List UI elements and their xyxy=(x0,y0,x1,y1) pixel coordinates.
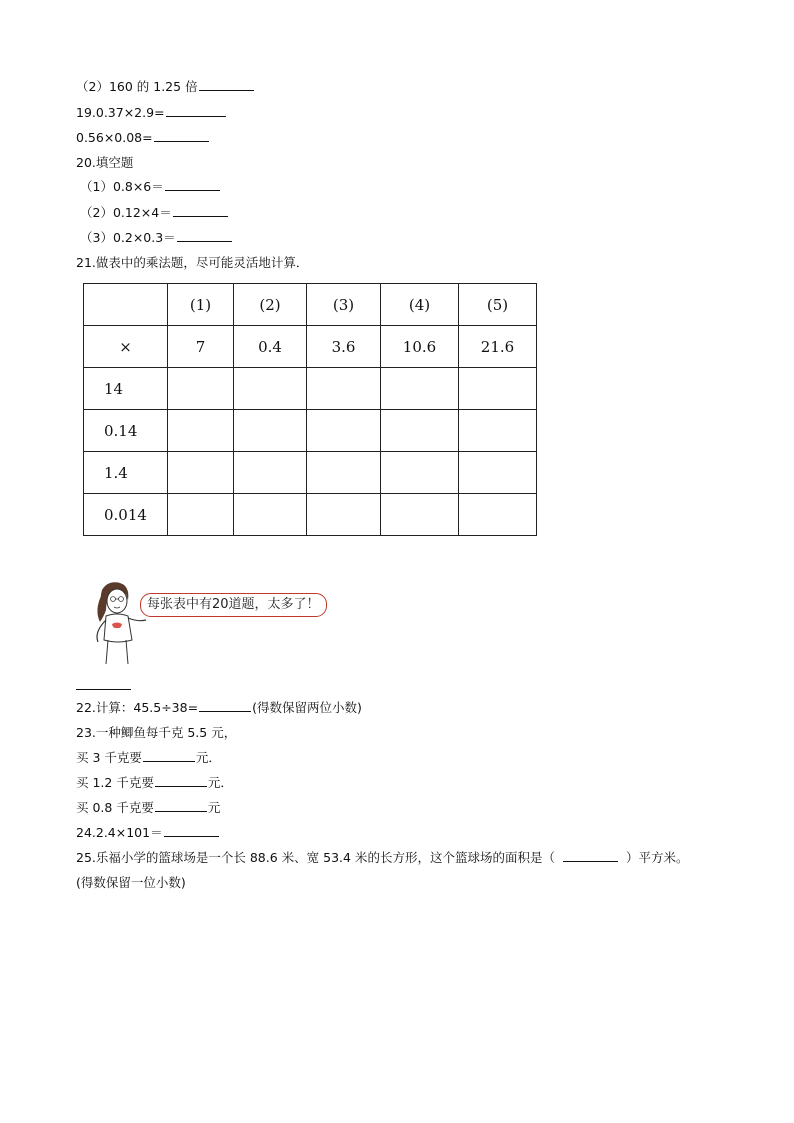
answer-cell[interactable] xyxy=(234,452,307,494)
q25-line xyxy=(76,849,688,867)
q25-unit: ）平方米。 xyxy=(625,850,689,865)
multiply-sign-cell: × xyxy=(84,326,168,368)
table-header-cell: (1) xyxy=(168,284,234,326)
answer-cell[interactable] xyxy=(307,410,381,452)
q21-title-text: 21.做表中的乘法题，尽可能灵活地计算． xyxy=(76,255,309,270)
girl-illustration xyxy=(88,580,148,665)
q23-title-text: 23.一种鲫鱼每千克 5.5 元， xyxy=(76,725,237,740)
table-header-cell: (5) xyxy=(459,284,537,326)
q23-b-unit: 元． xyxy=(207,775,233,790)
speech-bubble xyxy=(140,593,327,617)
answer-blank[interactable] xyxy=(563,849,618,862)
table-row xyxy=(84,410,537,452)
answer-cell[interactable] xyxy=(459,494,537,536)
answer-cell[interactable] xyxy=(459,368,537,410)
table-header-cell: (2) xyxy=(234,284,307,326)
q20-title-text: 20.填空题 xyxy=(76,155,134,170)
q23-b-line xyxy=(76,774,233,792)
q23-a-line xyxy=(76,749,221,767)
q20-title xyxy=(76,154,133,172)
q23-b-text: 买 1.2 千克要 xyxy=(76,775,154,790)
answer-cell[interactable] xyxy=(168,368,234,410)
answer-cell[interactable] xyxy=(381,494,459,536)
answer-blank[interactable] xyxy=(173,204,228,217)
q19-text-2: 0.56×0.08= xyxy=(76,130,153,145)
q22-text: 22.计算：45.5÷38= xyxy=(76,700,199,715)
factor-cell: 0.4 xyxy=(234,326,307,368)
row-label-cell: 0.014 xyxy=(84,494,168,536)
row-label-cell: 0.14 xyxy=(84,410,168,452)
q23-a-text: 买 3 千克要 xyxy=(76,750,142,765)
answer-cell[interactable] xyxy=(459,452,537,494)
q19-text-1: 19.0.37×2.9= xyxy=(76,105,165,120)
q19-line2 xyxy=(76,129,210,147)
q23-c-text: 买 0.8 千克要 xyxy=(76,800,154,815)
answer-blank[interactable] xyxy=(166,104,226,117)
answer-blank[interactable] xyxy=(154,129,209,142)
q24-line xyxy=(76,824,220,842)
answer-blank[interactable] xyxy=(164,824,219,837)
answer-cell[interactable] xyxy=(307,368,381,410)
answer-cell[interactable] xyxy=(168,452,234,494)
answer-cell[interactable] xyxy=(307,494,381,536)
table-row xyxy=(84,368,537,410)
q20-1-text: （1）0.8×6＝ xyxy=(80,179,164,194)
table-row xyxy=(84,452,537,494)
answer-cell[interactable] xyxy=(168,494,234,536)
answer-blank[interactable] xyxy=(155,774,207,787)
q25-note-line xyxy=(76,874,186,892)
table-row xyxy=(84,494,537,536)
q20-3-text: （3）0.2×0.3＝ xyxy=(80,230,176,245)
answer-cell[interactable] xyxy=(381,368,459,410)
q18-2-line xyxy=(76,78,255,96)
answer-blank[interactable] xyxy=(143,749,195,762)
table-header-cell: (3) xyxy=(307,284,381,326)
q25-text: 25.乐福小学的篮球场是一个长 88.6 米、宽 53.4 米的长方形，这个篮球场的面积是（ xyxy=(76,850,555,865)
q19-line1 xyxy=(76,104,227,122)
answer-cell[interactable] xyxy=(307,452,381,494)
q20-2-text: （2）0.12×4＝ xyxy=(80,205,172,220)
answer-cell[interactable] xyxy=(381,410,459,452)
q20-1-line xyxy=(80,178,221,196)
answer-blank[interactable] xyxy=(199,699,251,712)
answer-cell[interactable] xyxy=(381,452,459,494)
q21-title xyxy=(76,254,308,272)
answer-cell[interactable] xyxy=(168,410,234,452)
factor-cell: 7 xyxy=(168,326,234,368)
answer-blank[interactable] xyxy=(177,229,232,242)
row-label-cell: 14 xyxy=(84,368,168,410)
answer-blank[interactable] xyxy=(155,799,207,812)
answer-cell[interactable] xyxy=(234,494,307,536)
multiplication-table xyxy=(83,283,537,536)
q23-a-unit: 元． xyxy=(195,750,221,765)
answer-cell[interactable] xyxy=(234,410,307,452)
q23-title xyxy=(76,724,236,742)
q20-2-line xyxy=(80,204,229,222)
q25-note: (得数保留一位小数) xyxy=(76,875,186,890)
factor-cell: 3.6 xyxy=(307,326,381,368)
q20-3-line xyxy=(80,229,233,247)
answer-blank[interactable] xyxy=(199,78,254,91)
row-label-cell: 1.4 xyxy=(84,452,168,494)
answer-blank[interactable] xyxy=(76,689,131,690)
q23-c-line xyxy=(76,799,220,817)
speech-bubble-text: 每张表中有20道题，太多了！ xyxy=(147,597,320,612)
q22-note: (得数保留两位小数) xyxy=(252,700,362,715)
table-header-row xyxy=(84,284,537,326)
answer-cell[interactable] xyxy=(459,410,537,452)
factor-cell: 21.6 xyxy=(459,326,537,368)
q24-text: 24.2.4×101＝ xyxy=(76,825,163,840)
factor-cell: 10.6 xyxy=(381,326,459,368)
q23-c-unit: 元 xyxy=(207,800,221,815)
table-header-cell xyxy=(84,284,168,326)
table-header-cell: (4) xyxy=(381,284,459,326)
q18-2-text: （2）160 的 1.25 倍 xyxy=(76,79,198,94)
table-factor-row xyxy=(84,326,537,368)
answer-cell[interactable] xyxy=(234,368,307,410)
answer-blank[interactable] xyxy=(165,178,220,191)
q22-line xyxy=(76,699,362,717)
